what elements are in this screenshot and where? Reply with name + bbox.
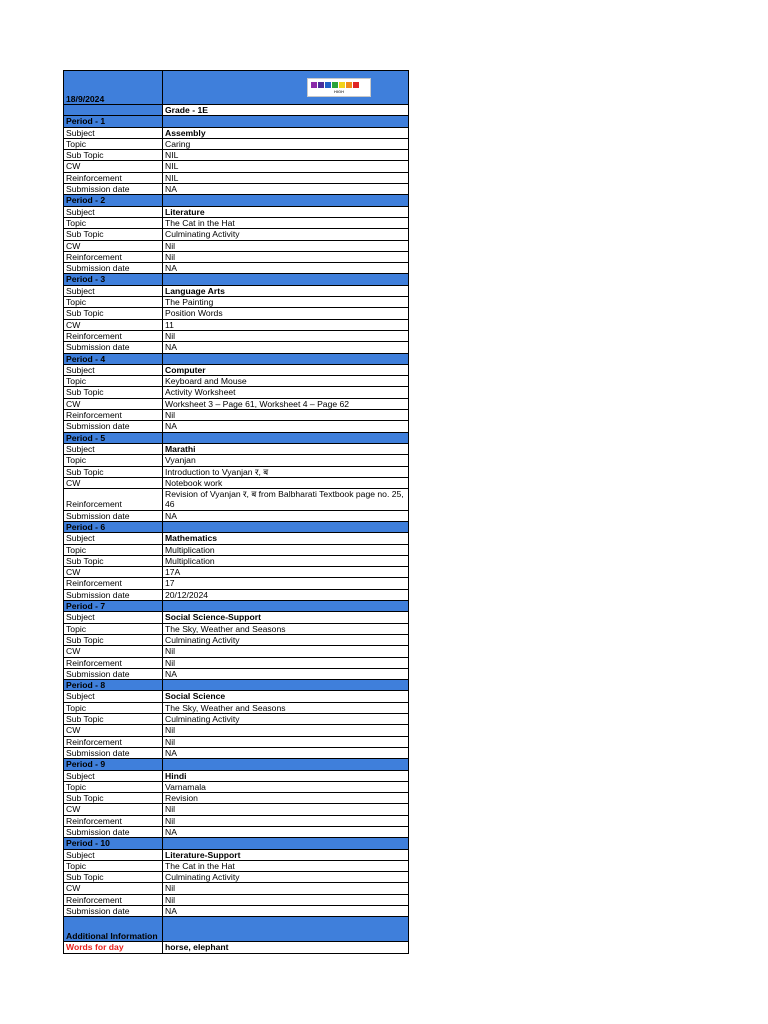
- field-value: Literature-Support: [163, 849, 409, 860]
- field-value: NIL: [163, 172, 409, 183]
- timetable-table: [63, 70, 409, 954]
- field-label: Sub Topic: [64, 634, 163, 645]
- field-value: Social Science-Support: [163, 612, 409, 623]
- field-label: Topic: [64, 217, 163, 228]
- field-label: CW: [64, 646, 163, 657]
- field-label: Sub Topic: [64, 466, 163, 477]
- field-value: NA: [163, 668, 409, 679]
- field-value: Position Words: [163, 308, 409, 319]
- field-value: Nil: [163, 725, 409, 736]
- period-row-subject: [64, 206, 409, 217]
- period-row-submission: [64, 906, 409, 917]
- additional-info-blank: [163, 917, 409, 942]
- field-label: Topic: [64, 297, 163, 308]
- period-row-cw: [64, 883, 409, 894]
- period-row-submission: [64, 510, 409, 521]
- field-label: Submission date: [64, 827, 163, 838]
- period-row-sub-topic: [64, 714, 409, 725]
- period-header-blank: [163, 838, 409, 849]
- period-row-submission: [64, 747, 409, 758]
- logo-subtext: HIGH: [334, 89, 344, 94]
- period-row-topic: [64, 217, 409, 228]
- field-value: Worksheet 3 – Page 61, Worksheet 4 – Page 62: [163, 398, 409, 409]
- field-label: Sub Topic: [64, 714, 163, 725]
- field-label: Topic: [64, 544, 163, 555]
- period-row-submission: [64, 668, 409, 679]
- words-value: horse, elephant: [163, 942, 409, 953]
- field-value: The Cat in the Hat: [163, 217, 409, 228]
- field-label: Subject: [64, 127, 163, 138]
- field-value: NA: [163, 510, 409, 521]
- period-row-subject: [64, 691, 409, 702]
- period-row-submission: [64, 421, 409, 432]
- period-header-blank: [163, 680, 409, 691]
- period-row-sub-topic: [64, 634, 409, 645]
- field-value: 17: [163, 578, 409, 589]
- field-value: NA: [163, 184, 409, 195]
- period-row-topic: [64, 544, 409, 555]
- additional-info-row: [64, 917, 409, 942]
- field-value: NA: [163, 263, 409, 274]
- period-title: Period - 4: [64, 353, 163, 364]
- field-value: Introduction to Vyanjan र, ब: [163, 466, 409, 477]
- field-value: Nil: [163, 894, 409, 905]
- period-header-blank: [163, 274, 409, 285]
- field-value: NIL: [163, 150, 409, 161]
- period-row-subject: [64, 127, 409, 138]
- period-header-blank: [163, 759, 409, 770]
- field-label: CW: [64, 161, 163, 172]
- field-value: Culminating Activity: [163, 714, 409, 725]
- field-label: Reinforcement: [64, 172, 163, 183]
- period-row-submission: [64, 184, 409, 195]
- period-row-cw: [64, 240, 409, 251]
- field-label: Reinforcement: [64, 894, 163, 905]
- field-label: Topic: [64, 781, 163, 792]
- field-label: CW: [64, 398, 163, 409]
- logo-color-bar: [311, 82, 359, 88]
- field-value: NA: [163, 906, 409, 917]
- period-row-sub-topic: [64, 308, 409, 319]
- field-value: Multiplication: [163, 544, 409, 555]
- field-label: Subject: [64, 533, 163, 544]
- logo-cell: [163, 71, 409, 105]
- grade-row: [64, 105, 409, 116]
- period-header-row: [64, 521, 409, 532]
- field-label: Submission date: [64, 263, 163, 274]
- field-label: Subject: [64, 443, 163, 454]
- field-label: Reinforcement: [64, 410, 163, 421]
- words-row: [64, 942, 409, 953]
- field-value: Notebook work: [163, 477, 409, 488]
- period-header-row: [64, 759, 409, 770]
- period-row-submission: [64, 589, 409, 600]
- period-row-topic: [64, 376, 409, 387]
- field-label: Subject: [64, 364, 163, 375]
- grade-cell: Grade - 1E: [163, 105, 409, 116]
- period-title: Period - 7: [64, 601, 163, 612]
- field-value: Nil: [163, 804, 409, 815]
- period-row-cw: [64, 319, 409, 330]
- period-header-blank: [163, 601, 409, 612]
- period-title: Period - 6: [64, 521, 163, 532]
- field-value: Vyanjan: [163, 455, 409, 466]
- school-logo: [307, 78, 371, 97]
- field-value: Hindi: [163, 770, 409, 781]
- field-value: The Sky, Weather and Seasons: [163, 623, 409, 634]
- field-label: Subject: [64, 612, 163, 623]
- logo-letter-block: [339, 82, 345, 88]
- field-label: Topic: [64, 860, 163, 871]
- period-row-subject: [64, 849, 409, 860]
- field-label: Topic: [64, 376, 163, 387]
- period-title: Period - 1: [64, 116, 163, 127]
- field-value: Culminating Activity: [163, 634, 409, 645]
- field-label: Sub Topic: [64, 308, 163, 319]
- period-row-cw: [64, 477, 409, 488]
- field-label: CW: [64, 725, 163, 736]
- field-value: Mathematics: [163, 533, 409, 544]
- field-label: Submission date: [64, 184, 163, 195]
- field-value: Nil: [163, 330, 409, 341]
- period-row-topic: [64, 297, 409, 308]
- field-label: Reinforcement: [64, 736, 163, 747]
- period-row-subject: [64, 364, 409, 375]
- field-label: Subject: [64, 691, 163, 702]
- field-value: The Cat in the Hat: [163, 860, 409, 871]
- period-row-cw: [64, 725, 409, 736]
- field-label: Sub Topic: [64, 555, 163, 566]
- period-row-reinforcement: [64, 657, 409, 668]
- timetable-sheet: [63, 70, 408, 954]
- logo-letter-block: [332, 82, 338, 88]
- period-header-row: [64, 274, 409, 285]
- logo-letter-block: [318, 82, 324, 88]
- field-label: Sub Topic: [64, 387, 163, 398]
- field-label: Submission date: [64, 342, 163, 353]
- field-label: Topic: [64, 455, 163, 466]
- field-value: NA: [163, 342, 409, 353]
- period-row-reinforcement: [64, 410, 409, 421]
- period-row-reinforcement: [64, 172, 409, 183]
- field-label: CW: [64, 477, 163, 488]
- field-label: CW: [64, 804, 163, 815]
- period-row-submission: [64, 342, 409, 353]
- period-row-sub-topic: [64, 387, 409, 398]
- field-label: Reinforcement: [64, 251, 163, 262]
- field-label: CW: [64, 240, 163, 251]
- period-header-blank: [163, 432, 409, 443]
- field-value: Social Science: [163, 691, 409, 702]
- period-row-subject: [64, 443, 409, 454]
- field-label: Subject: [64, 849, 163, 860]
- field-value: 11: [163, 319, 409, 330]
- field-value: 20/12/2024: [163, 589, 409, 600]
- field-label: Reinforcement: [64, 330, 163, 341]
- period-row-subject: [64, 612, 409, 623]
- field-value: Computer: [163, 364, 409, 375]
- period-row-cw: [64, 646, 409, 657]
- field-value: Nil: [163, 251, 409, 262]
- field-value: NA: [163, 747, 409, 758]
- period-header-row: [64, 680, 409, 691]
- date-cell: 18/9/2024: [64, 71, 163, 105]
- field-label: CW: [64, 883, 163, 894]
- field-label: Reinforcement: [64, 489, 163, 511]
- field-value: Nil: [163, 240, 409, 251]
- period-row-topic: [64, 860, 409, 871]
- period-title: Period - 8: [64, 680, 163, 691]
- period-row-reinforcement: [64, 330, 409, 341]
- field-value: NA: [163, 827, 409, 838]
- field-label: Submission date: [64, 589, 163, 600]
- field-value: Caring: [163, 138, 409, 149]
- period-row-subject: [64, 533, 409, 544]
- period-title: Period - 5: [64, 432, 163, 443]
- field-value: Nil: [163, 646, 409, 657]
- period-header-blank: [163, 195, 409, 206]
- field-label: CW: [64, 567, 163, 578]
- field-value: NA: [163, 421, 409, 432]
- period-title: Period - 2: [64, 195, 163, 206]
- period-row-subject: [64, 285, 409, 296]
- field-value: The Painting: [163, 297, 409, 308]
- logo-letter-block: [325, 82, 331, 88]
- field-label: Sub Topic: [64, 229, 163, 240]
- period-header-blank: [163, 116, 409, 127]
- period-row-submission: [64, 263, 409, 274]
- period-row-sub-topic: [64, 555, 409, 566]
- words-label: Words for day: [64, 942, 163, 953]
- field-label: Submission date: [64, 747, 163, 758]
- period-header-blank: [163, 521, 409, 532]
- period-header-row: [64, 601, 409, 612]
- field-label: Sub Topic: [64, 150, 163, 161]
- field-value: Culminating Activity: [163, 229, 409, 240]
- field-value: The Sky, Weather and Seasons: [163, 702, 409, 713]
- period-row-topic: [64, 138, 409, 149]
- field-label: Sub Topic: [64, 793, 163, 804]
- period-header-row: [64, 353, 409, 364]
- field-label: CW: [64, 319, 163, 330]
- period-header-row: [64, 116, 409, 127]
- field-value: Varnamala: [163, 781, 409, 792]
- period-row-sub-topic: [64, 466, 409, 477]
- period-row-topic: [64, 781, 409, 792]
- field-label: Submission date: [64, 421, 163, 432]
- field-label: Subject: [64, 206, 163, 217]
- field-value: Language Arts: [163, 285, 409, 296]
- period-row-sub-topic: [64, 793, 409, 804]
- field-value: Nil: [163, 883, 409, 894]
- period-header-row: [64, 195, 409, 206]
- period-row-sub-topic: [64, 229, 409, 240]
- field-value: Culminating Activity: [163, 872, 409, 883]
- period-row-cw: [64, 398, 409, 409]
- field-label: Submission date: [64, 668, 163, 679]
- period-row-subject: [64, 770, 409, 781]
- field-value: Nil: [163, 736, 409, 747]
- period-row-sub-topic: [64, 150, 409, 161]
- period-row-reinforcement: [64, 578, 409, 589]
- field-value: Multiplication: [163, 555, 409, 566]
- field-label: Reinforcement: [64, 657, 163, 668]
- period-title: Period - 9: [64, 759, 163, 770]
- period-row-reinforcement: [64, 894, 409, 905]
- period-row-reinforcement: [64, 251, 409, 262]
- period-row-reinforcement: [64, 489, 409, 511]
- field-label: Reinforcement: [64, 815, 163, 826]
- field-value: Revision: [163, 793, 409, 804]
- field-value: Assembly: [163, 127, 409, 138]
- field-value: Nil: [163, 815, 409, 826]
- period-row-cw: [64, 161, 409, 172]
- additional-info-label: Additional Information: [64, 917, 163, 942]
- period-title: Period - 3: [64, 274, 163, 285]
- period-row-topic: [64, 455, 409, 466]
- field-label: Submission date: [64, 906, 163, 917]
- grade-row-blank: [64, 105, 163, 116]
- field-value: 17A: [163, 567, 409, 578]
- field-value: NIL: [163, 161, 409, 172]
- period-row-topic: [64, 623, 409, 634]
- logo-letter-block: [346, 82, 352, 88]
- period-header-blank: [163, 353, 409, 364]
- field-value: Marathi: [163, 443, 409, 454]
- period-row-reinforcement: [64, 815, 409, 826]
- period-row-reinforcement: [64, 736, 409, 747]
- field-label: Sub Topic: [64, 872, 163, 883]
- period-row-cw: [64, 567, 409, 578]
- period-row-cw: [64, 804, 409, 815]
- field-label: Subject: [64, 285, 163, 296]
- period-row-submission: [64, 827, 409, 838]
- field-label: Topic: [64, 623, 163, 634]
- field-value: Revision of Vyanjan र, ब from Balbharati Textbook page no. 25, 46: [163, 489, 409, 511]
- field-value: Keyboard and Mouse: [163, 376, 409, 387]
- period-title: Period - 10: [64, 838, 163, 849]
- field-value: Literature: [163, 206, 409, 217]
- field-label: Subject: [64, 770, 163, 781]
- field-label: Topic: [64, 702, 163, 713]
- logo-letter-block: [353, 82, 359, 88]
- field-label: Reinforcement: [64, 578, 163, 589]
- field-label: Topic: [64, 138, 163, 149]
- period-header-row: [64, 838, 409, 849]
- period-header-row: [64, 432, 409, 443]
- field-value: Nil: [163, 410, 409, 421]
- header-row: [64, 71, 409, 105]
- field-value: Nil: [163, 657, 409, 668]
- period-row-topic: [64, 702, 409, 713]
- logo-letter-block: [311, 82, 317, 88]
- field-value: Activity Worksheet: [163, 387, 409, 398]
- field-label: Submission date: [64, 510, 163, 521]
- period-row-sub-topic: [64, 872, 409, 883]
